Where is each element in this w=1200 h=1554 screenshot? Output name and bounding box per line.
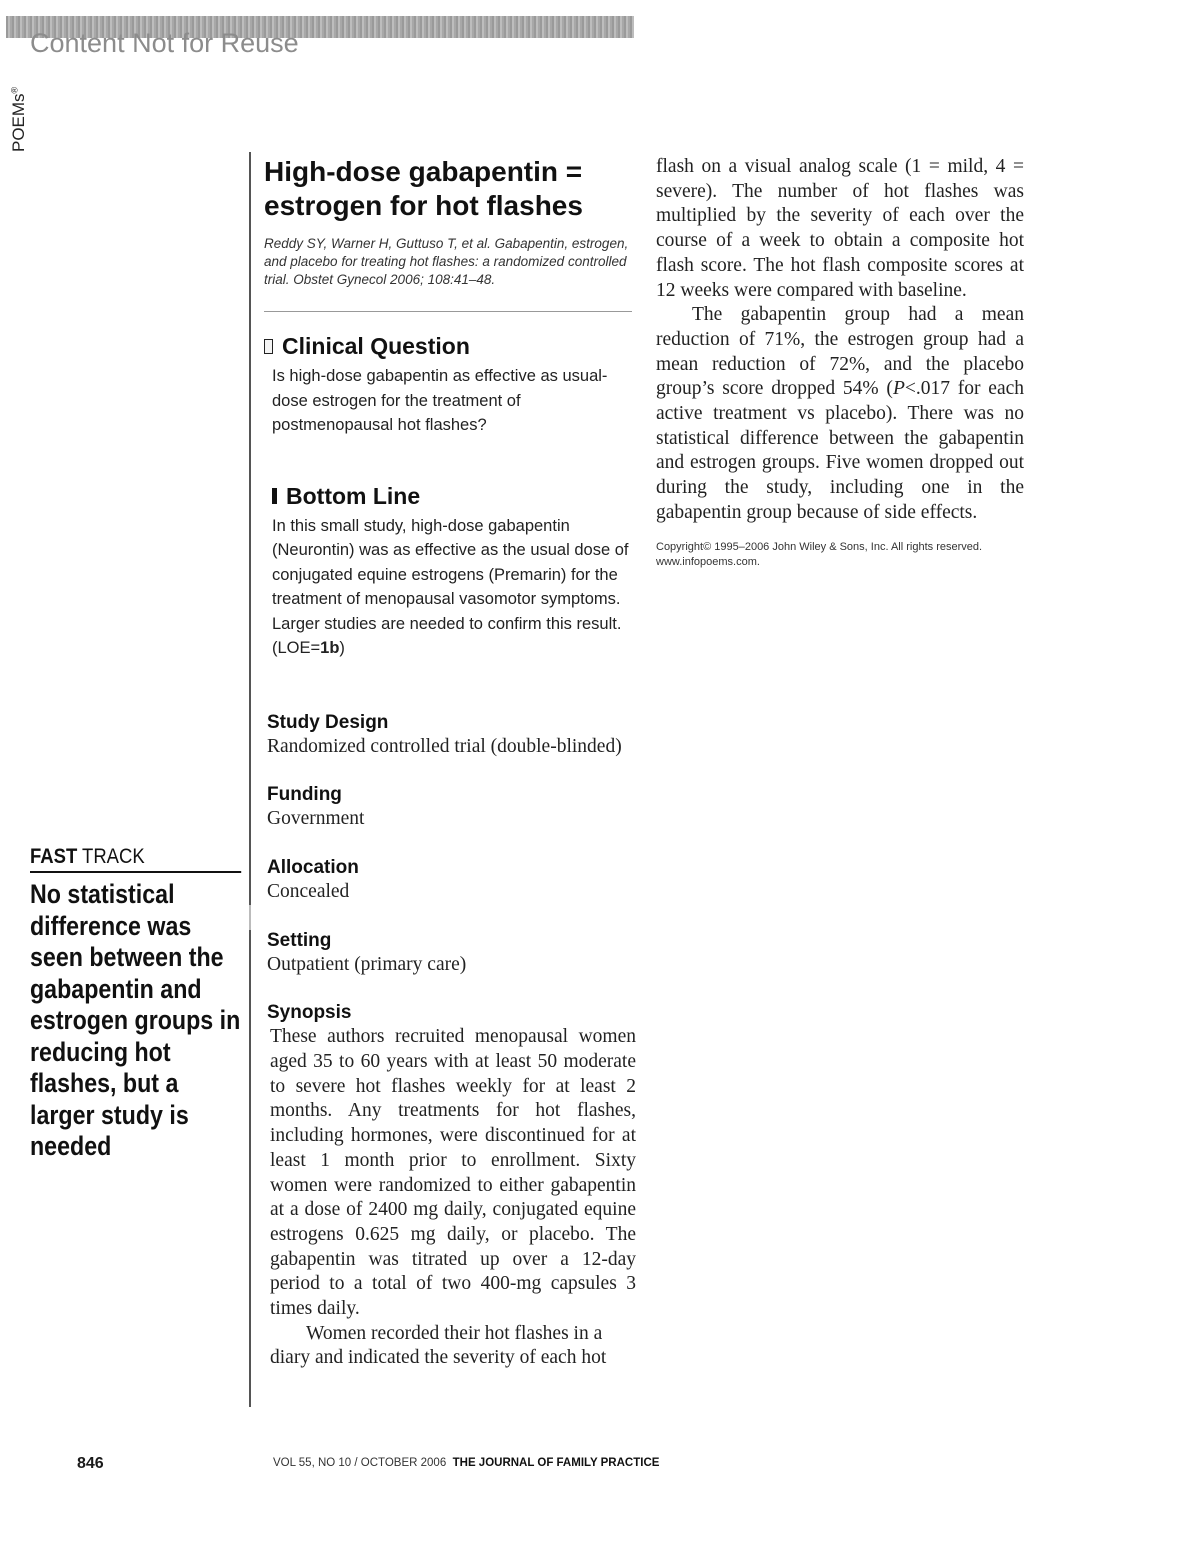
results-text-a: The gabapentin group had a mean reduction of 71%, the estrogen group had a mean reduction of 72%, and the placebo group’s score dropped 54% ( bbox=[656, 304, 1024, 400]
study-design-heading: Study Design bbox=[267, 711, 389, 733]
clinical-question-heading-text: Clinical Question bbox=[282, 333, 470, 359]
bottom-line-heading-text: Bottom Line bbox=[286, 482, 421, 509]
setting-section bbox=[264, 929, 636, 978]
fast-track-label-rest: TRACK bbox=[77, 845, 145, 868]
synopsis-paragraph-2: Women recorded their hot flashes in a diary and indicated the severity of each hot bbox=[270, 1322, 607, 1369]
column-divider bbox=[249, 152, 251, 1407]
article-column-right bbox=[656, 155, 1024, 570]
watermark: Content Not for Reuse bbox=[30, 28, 299, 58]
synopsis-section bbox=[264, 1001, 636, 1371]
bottom-line-section bbox=[264, 482, 636, 661]
article-title: High-dose gabapentin = estrogen for hot flashes bbox=[264, 156, 583, 221]
clinical-question-section bbox=[264, 332, 636, 438]
side-label-text: POEMs bbox=[9, 93, 28, 152]
page-number: 846 bbox=[77, 1455, 104, 1472]
allocation-section bbox=[264, 856, 636, 905]
synopsis-heading: Synopsis bbox=[267, 1002, 352, 1024]
journal-name: THE JOURNAL OF FAMILY PRACTICE bbox=[452, 1457, 660, 1469]
synopsis-paragraph-1: These authors recruited menopausal women aged 35 to 60 years with at least 50 moderate to severe hot flashes weekly for at least 2 months. Any treatments for hot flashes, including hormones, were discontinued for at least 1 month prior to enrollment. Sixty women were randomized to either gabapentin at a dose of 2400 mg daily, conjugated equine estrogens 0.625 mg daily, or placebo. The gabapentin was titrated up over a 12-day period to a total of two 400-mg capsules 3 times daily. bbox=[270, 1026, 636, 1320]
issue-info: VOL 55, NO 10 / OCTOBER 2006 bbox=[273, 1457, 447, 1469]
loe-close: ) bbox=[339, 639, 345, 657]
bar-bullet-icon bbox=[272, 488, 277, 504]
results-text-b: <.017 for each active treatment vs placebo). There was no statistical difference between the gabapentin and estrogen groups. Five women dropped out during the study, including one in the gabapentin group because of side effects. bbox=[656, 378, 1025, 523]
study-design-value: Randomized controlled trial (double-blinded) bbox=[267, 735, 622, 757]
setting-value: Outpatient (primary care) bbox=[267, 953, 467, 975]
registered-mark: ® bbox=[9, 86, 20, 94]
p-value-symbol: P bbox=[892, 378, 905, 400]
study-design-section bbox=[264, 711, 636, 760]
box-bullet-icon bbox=[264, 339, 273, 354]
article-column-left bbox=[264, 155, 636, 1371]
loe-value: 1b bbox=[320, 639, 340, 657]
copyright-notice bbox=[656, 540, 1024, 570]
fast-track-label-bold: FAST bbox=[30, 845, 78, 868]
clinical-question-text: Is high-dose gabapentin as effective as usual-dose estrogen for the treatment of postmenopausal hot flashes? bbox=[272, 367, 608, 434]
section-side-label bbox=[9, 87, 29, 152]
fast-track-label bbox=[30, 845, 241, 873]
funding-heading: Funding bbox=[267, 784, 342, 806]
setting-heading: Setting bbox=[267, 929, 332, 951]
synopsis-paragraph-3 bbox=[656, 303, 1024, 525]
copyright-text: Copyright© 1995–2006 John Wiley & Sons, Inc. All rights reserved. bbox=[656, 540, 983, 553]
title-divider bbox=[264, 311, 632, 312]
synopsis-paragraph-2-continued: flash on a visual analog scale (1 = mild, 4 = severe). The number of hot flashes was multiplied by the severity of each over the course of a week to obtain a composite hot flash score. The hot flash composite scores at 12 weeks were compared with baseline. bbox=[656, 156, 1024, 301]
fast-track-callout bbox=[30, 845, 242, 1163]
bottom-line-text bbox=[272, 514, 636, 661]
allocation-value: Concealed bbox=[267, 880, 350, 902]
article-citation: Reddy SY, Warner H, Guttuso T, et al. Gabapentin, estrogen, and placebo for treating hot flashes: a randomized controlled trial. Obstet Gynecol 2006; 108:41–48. bbox=[264, 236, 629, 287]
website-text: www.infopoems.com. bbox=[656, 555, 760, 568]
funding-section bbox=[264, 783, 636, 832]
bottom-line-heading bbox=[272, 482, 636, 510]
clinical-question-heading bbox=[264, 332, 636, 360]
allocation-heading: Allocation bbox=[267, 856, 359, 878]
funding-value: Government bbox=[267, 808, 365, 830]
journal-footer bbox=[273, 1457, 659, 1469]
bottom-line-body: In this small study, high-dose gabapentin (Neurontin) was as effective as the usual dose of conjugated equine estrogens (Premarin) for the treatment of menopausal vasomotor symptoms. Larger studies are needed to confirm this result. (LOE= bbox=[272, 516, 629, 657]
fast-track-text: No statistical difference was seen between the gabapentin and estrogen groups in reducing hot flashes, but a larger study is needed bbox=[30, 879, 241, 1161]
